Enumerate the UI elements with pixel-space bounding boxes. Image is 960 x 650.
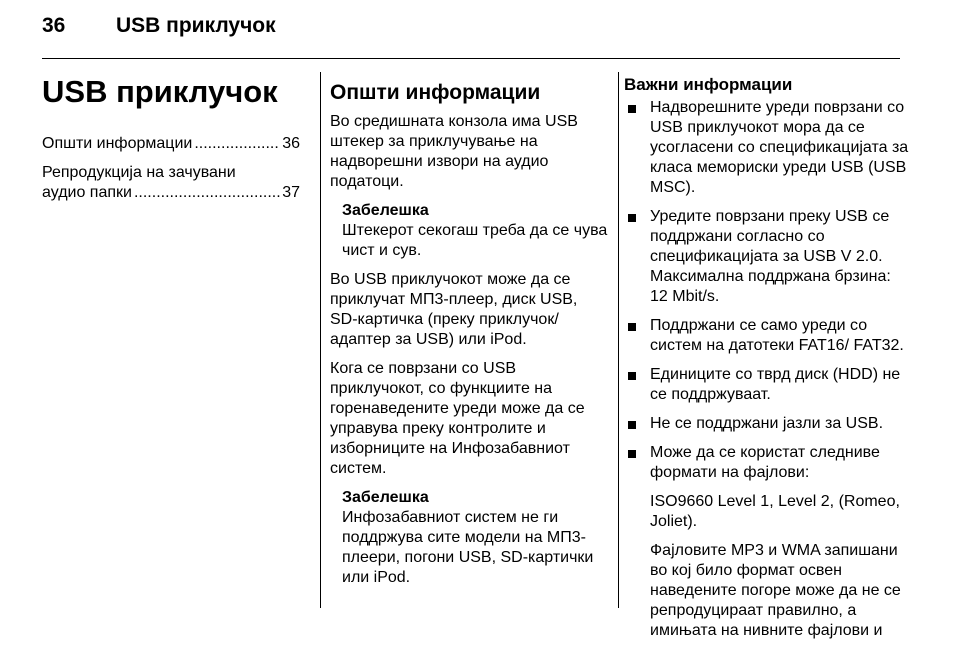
toc-leader-dots bbox=[194, 134, 280, 154]
page-number: 36 bbox=[42, 14, 66, 37]
note-box bbox=[342, 488, 608, 588]
list-item-text: Уредите поврзани преку USB се поддржани согласно со спецификацијата за USB V 2.0. Максимална поддржана брзина: 12 Mbit/s. bbox=[650, 208, 891, 305]
toc-entry-label: Општи информации bbox=[42, 135, 193, 152]
list-item bbox=[624, 414, 910, 434]
column-divider bbox=[618, 72, 619, 608]
list-item bbox=[624, 207, 910, 307]
bullet-square-icon bbox=[628, 105, 636, 113]
column-divider bbox=[320, 72, 321, 608]
paragraph: Во средишната конзола има USB штекер за приклучување на надворешни извори на аудио податоци. bbox=[330, 113, 578, 190]
note-text: Инфозабавниот систем не ги поддржува сите модели на МП3-плеери, погони USB, SD-картички или iPod. bbox=[342, 509, 594, 586]
list-item-text: Надворешните уреди поврзани со USB приклучокот мора да се усогласени со спецификацијата за класа мемориски уреди USB (USB MSC). bbox=[650, 99, 909, 196]
paragraph: Во USB приклучокот може да се приклучат МП3-плеер, диск USB, SD-картичка (преку приклучок/ адаптер за USB) или iPod. bbox=[330, 271, 578, 348]
bullet-square-icon bbox=[628, 421, 636, 429]
toc-entry-page: 36 bbox=[282, 135, 300, 152]
note-text: Штекерот секогаш треба да се чува чист и сув. bbox=[342, 222, 608, 259]
bullet-square-icon bbox=[628, 323, 636, 331]
section-title: Важни информации bbox=[624, 75, 793, 94]
page-header bbox=[42, 14, 900, 50]
toc-leader-dots bbox=[134, 183, 280, 203]
list-item-text: Може да се користат следниве формати на фајлови: bbox=[650, 444, 880, 481]
bullet-square-icon bbox=[628, 450, 636, 458]
toc-entry[interactable] bbox=[42, 163, 300, 203]
toc-entry[interactable] bbox=[42, 134, 300, 154]
list-item-text: Не се поддржани јазли за USB. bbox=[650, 415, 884, 432]
running-title: USB приклучок bbox=[116, 14, 276, 37]
note-label: Забелешка bbox=[342, 489, 429, 506]
list-item bbox=[624, 316, 910, 356]
bullet-square-icon bbox=[628, 214, 636, 222]
middle-column bbox=[330, 72, 608, 597]
note-box bbox=[342, 201, 608, 261]
note-label: Забелешка bbox=[342, 202, 429, 219]
list-item bbox=[624, 98, 910, 198]
sub-paragraph: ISO9660 Level 1, Level 2, (Romeo, Joliet). bbox=[650, 493, 900, 530]
chapter-title: USB приклучок bbox=[42, 74, 278, 109]
bullet-list bbox=[624, 98, 910, 641]
sub-paragraph: Фајловите MP3 и WMA запишани во кој било формат освен наведените погоре може да не се репродуцираат правилно, а имињата на нивните фајлови и bbox=[650, 542, 901, 639]
paragraph: Кога се поврзани со USB приклучокот, со функциите на горенаведените уреди може да се управува преку контролите и изборниците на Инфозабавниот систем. bbox=[330, 360, 585, 477]
toc-entry-label: аудио папки bbox=[42, 184, 132, 201]
list-item bbox=[624, 365, 910, 405]
toc-entry-label-line: Репродукција на зачувани bbox=[42, 164, 236, 181]
section-title: Општи информации bbox=[330, 81, 541, 104]
left-column bbox=[42, 72, 300, 212]
header-rule bbox=[42, 58, 900, 59]
toc-entry-page: 37 bbox=[282, 184, 300, 201]
list-item-text: Единиците со тврд диск (HDD) не се поддржуваат. bbox=[650, 366, 901, 403]
bullet-square-icon bbox=[628, 372, 636, 380]
list-item bbox=[624, 443, 910, 641]
right-column bbox=[624, 72, 910, 650]
list-item-text: Поддржани се само уреди со систем на датотеки FAT16/ FAT32. bbox=[650, 317, 904, 354]
